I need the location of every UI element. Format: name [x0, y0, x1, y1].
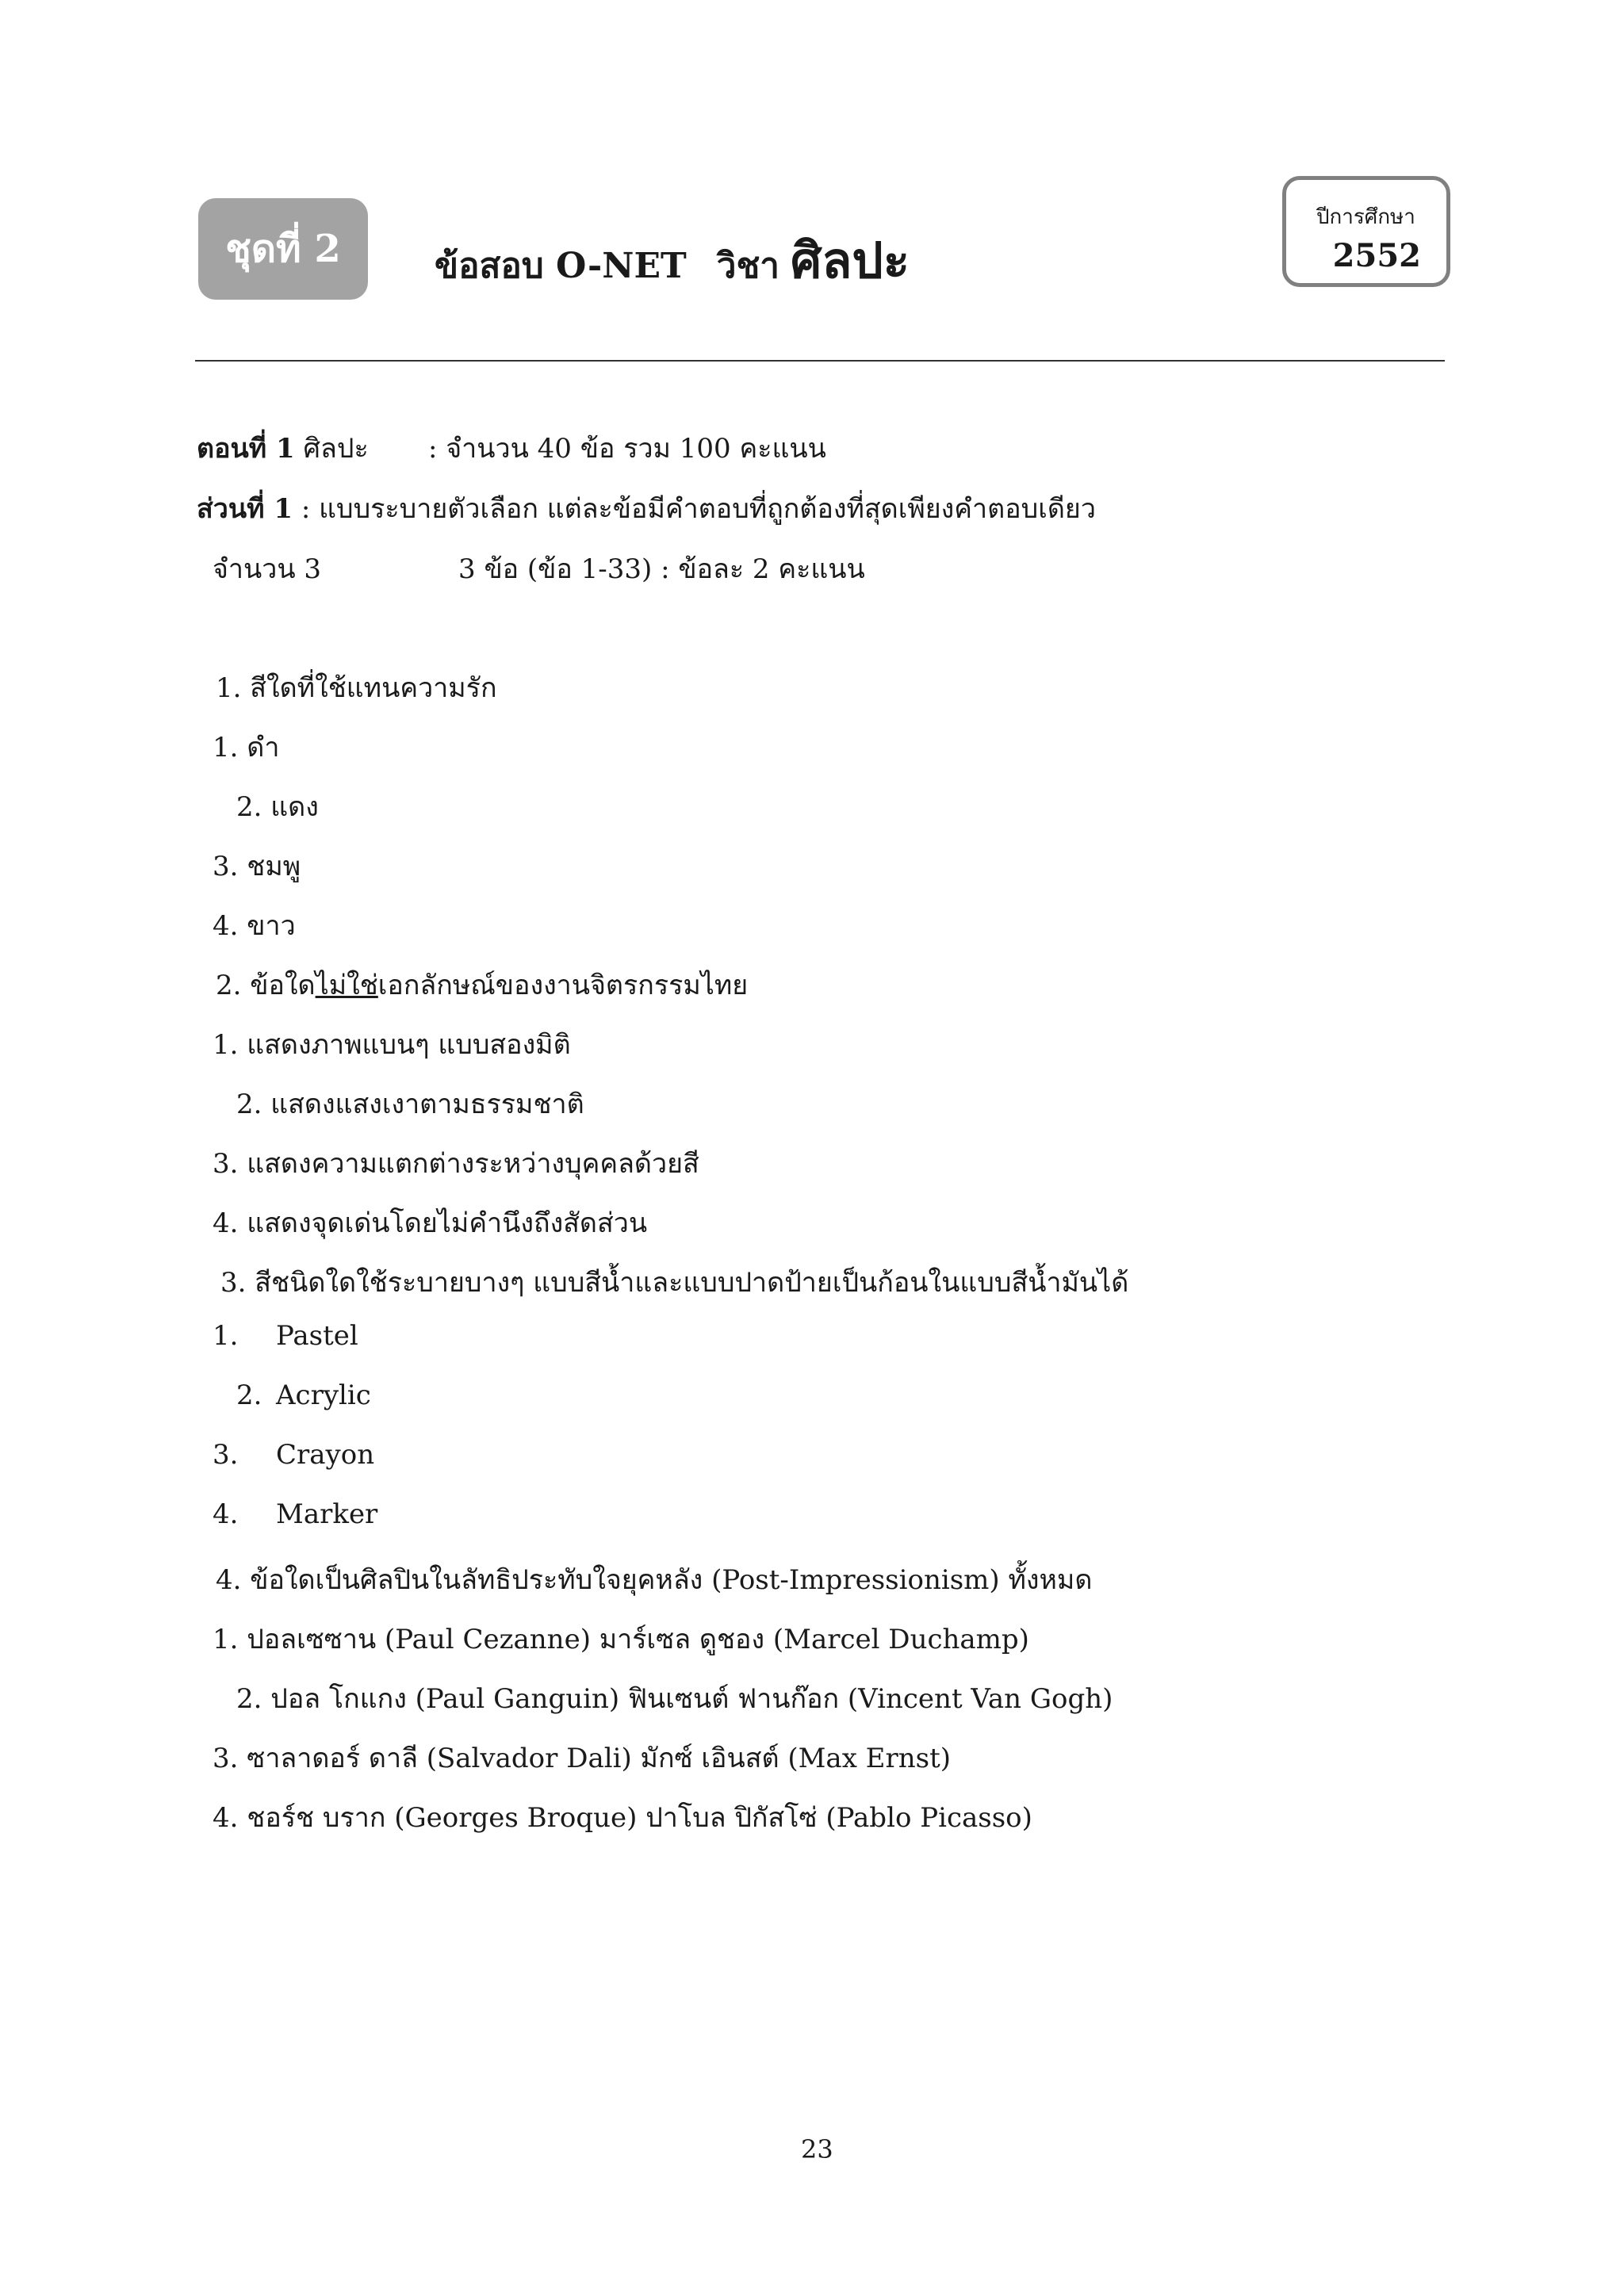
- q2-choice-1: 1. แสดงภาพแบนๆ แบบสองมิติ: [213, 1029, 571, 1061]
- subject-name: ศิลปะ: [791, 232, 910, 289]
- academic-year-box: [1282, 176, 1450, 287]
- q3-choice-1-text: Pastel: [276, 1320, 358, 1352]
- q3-choice-3-text: Crayon: [276, 1439, 375, 1471]
- q3-choice-4-text: Marker: [276, 1498, 378, 1530]
- q1-choice-2: 2. แดง: [236, 791, 319, 823]
- question-3: 3. สีชนิดใดใช้ระบายบางๆ แบบสีน้ำและแบบปาดป้ายเป็นก้อนในแบบสีน้ำมันได้: [220, 1267, 1129, 1299]
- q4-choice-1: 1. ปอลเซซาน (Paul Cezanne) มาร์เซล ดูชอง (Marcel Duchamp): [213, 1624, 1029, 1655]
- q1-choice-1: 1. ดำ: [213, 732, 280, 763]
- section-heading: [197, 487, 1096, 530]
- q2-text-pre: 2. ข้อใด: [216, 970, 316, 1001]
- q2-choice-2: 2. แสดงแสงเงาตามธรรมชาติ: [236, 1089, 584, 1120]
- q2-choice-3: 3. แสดงความแตกต่างระหว่างบุคคลด้วยสี: [213, 1148, 699, 1180]
- q4-choice-4: 4. ชอร์ช บราก (Georges Broque) ปาโบล ปิกัสโซ่ (Pablo Picasso): [213, 1802, 1032, 1834]
- count-text-b: 3 ข้อ (ข้อ 1-33) : ข้อละ 2 คะแนน: [458, 553, 865, 585]
- question-4: 4. ข้อใดเป็นศิลปินในลัทธิประทับใจยุคหลัง (Post-Impressionism) ทั้งหมด: [216, 1564, 1093, 1596]
- count-text-a: จำนวน 3: [213, 553, 322, 585]
- q3-choice-3-number: 3.: [213, 1439, 239, 1471]
- part-label: ตอนที่ 1: [197, 433, 295, 465]
- q3-choice-2-number: 2.: [236, 1380, 262, 1411]
- q3-choice-1-number: 1.: [213, 1320, 239, 1352]
- part-info: : จำนวน 40 ข้อ รวม 100 คะแนน: [428, 433, 826, 465]
- exam-title: [435, 222, 910, 300]
- q3-choice-2-text: Acrylic: [276, 1380, 371, 1411]
- exam-label: ข้อสอบ O-NET: [435, 246, 687, 286]
- part-name: ศิลปะ: [303, 433, 369, 465]
- q2-text-underlined: ไม่ใช่: [315, 970, 378, 1001]
- set-number-badge: ชุดที่ 2: [198, 198, 368, 300]
- academic-year-value: 2552: [1332, 237, 1421, 274]
- q1-choice-4: 4. ขาว: [213, 910, 296, 942]
- q3-choice-4-number: 4.: [213, 1498, 239, 1530]
- header-divider: [195, 360, 1445, 362]
- q4-choice-2: 2. ปอล โกแกง (Paul Ganguin) ฟินเซนต์ ฟานก๊อก (Vincent Van Gogh): [236, 1683, 1113, 1715]
- question-1: 1. สีใดที่ใช้แทนความรัก: [216, 672, 497, 704]
- q2-choice-4: 4. แสดงจุดเด่นโดยไม่คำนึงถึงสัดส่วน: [213, 1207, 648, 1239]
- q1-choice-3: 3. ชมพู: [213, 851, 301, 882]
- part-heading: [197, 427, 369, 469]
- academic-year-label: ปีการศึกษา: [1316, 205, 1415, 229]
- q4-choice-3: 3. ซาลาดอร์ ดาลี (Salvador Dali) มักซ์ เอินสต์ (Max Ernst): [213, 1743, 952, 1774]
- question-2: [216, 963, 748, 1006]
- section-info: : แบบระบายตัวเลือก แต่ละข้อมีคำตอบที่ถูกต้องที่สุดเพียงคำตอบเดียว: [301, 493, 1096, 525]
- q2-text-post: เอกลักษณ์ของงานจิตรกรรมไทย: [377, 970, 749, 1001]
- page-number: 23: [801, 2134, 833, 2164]
- subject-label: วิชา: [716, 246, 780, 286]
- section-label: ส่วนที่ 1: [197, 493, 293, 525]
